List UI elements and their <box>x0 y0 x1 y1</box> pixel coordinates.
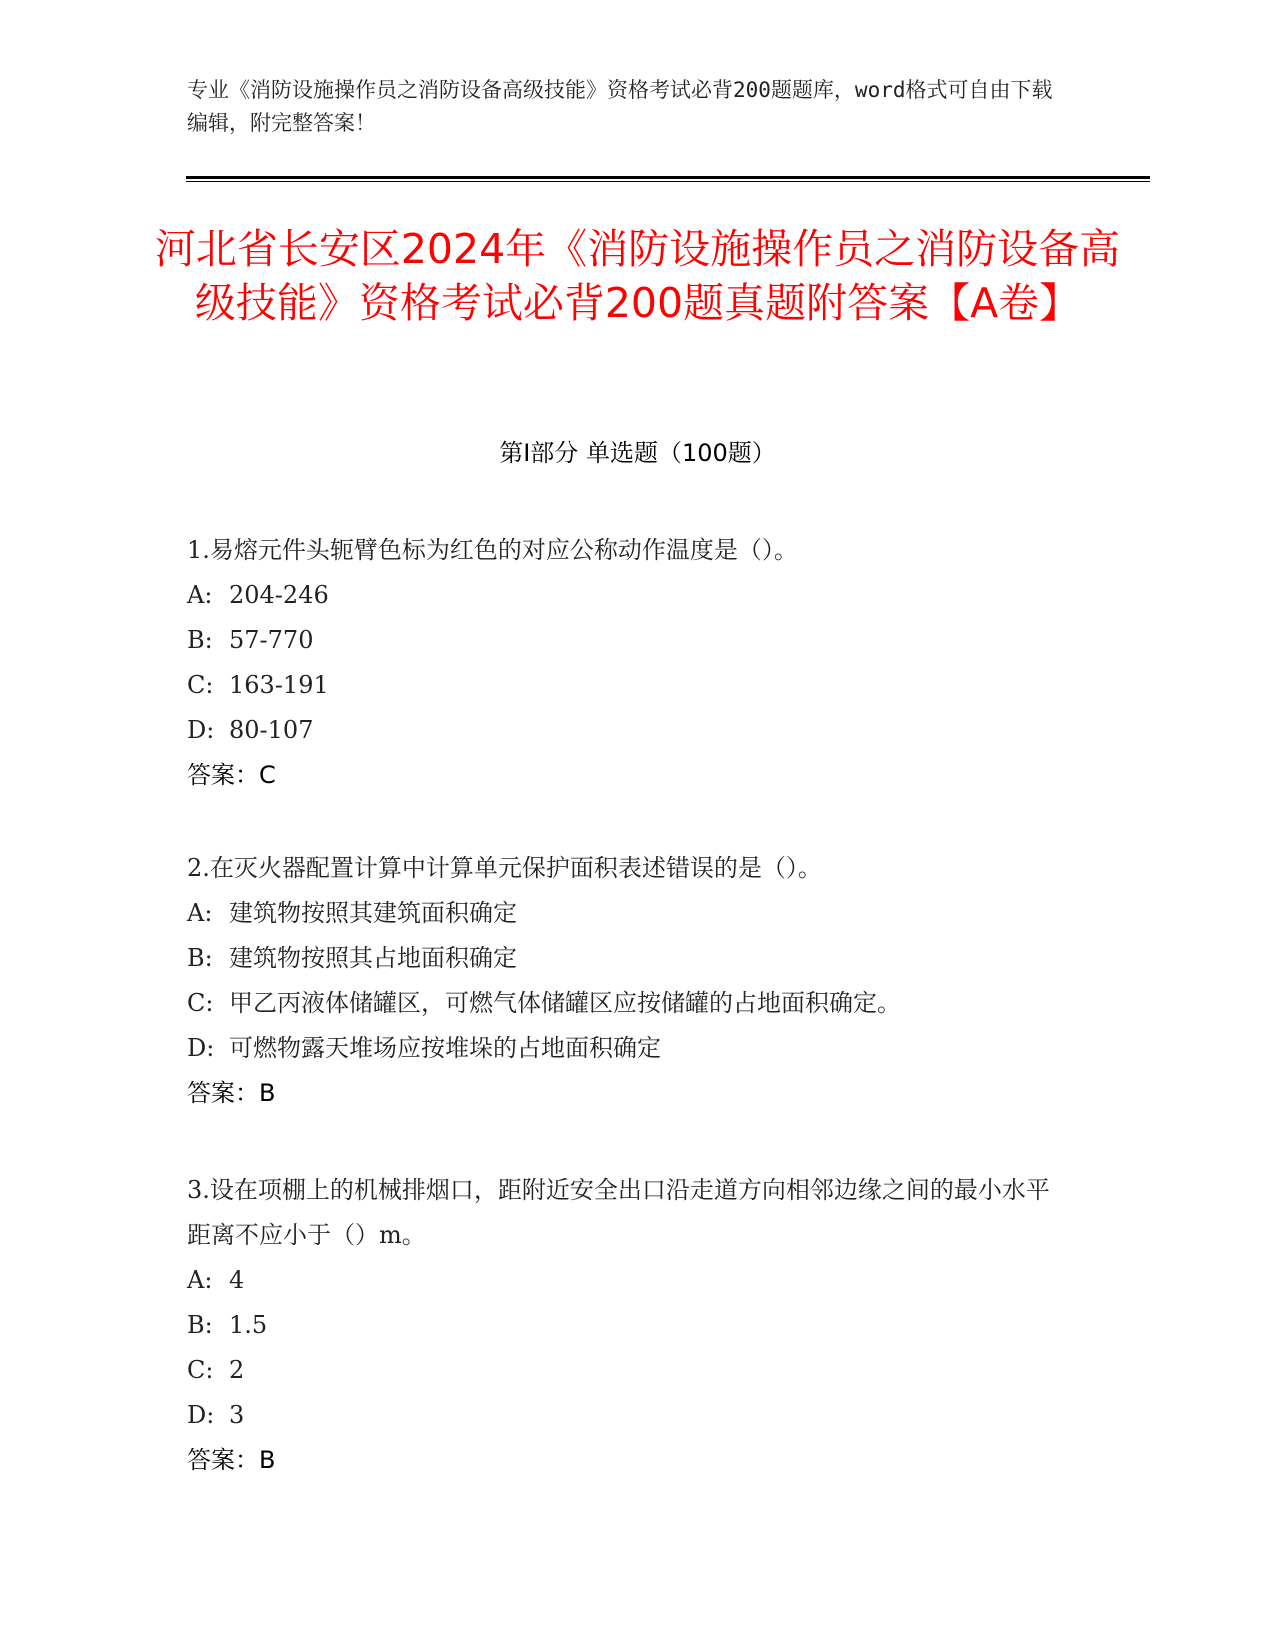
option-d <box>187 1393 1067 1438</box>
option-key: D: <box>187 1401 215 1429</box>
option-key: C: <box>187 989 214 1017</box>
option-key: A: <box>187 581 213 609</box>
option-key: C: <box>187 1356 214 1384</box>
question-3 <box>187 1168 1067 1483</box>
option-text: 1.5 <box>229 1311 268 1339</box>
answer: 答案：B <box>187 1446 276 1474</box>
question-1 <box>187 528 1067 798</box>
option-key: A: <box>187 1266 213 1294</box>
option-key: D: <box>187 1034 215 1062</box>
question-2 <box>187 846 1067 1116</box>
option-key: C: <box>187 671 214 699</box>
option-key: B: <box>187 1311 213 1339</box>
option-text: 3 <box>229 1401 245 1429</box>
option-key: A: <box>187 899 213 927</box>
option-d <box>187 708 1067 753</box>
option-text: 可燃物露天堆场应按堆垛的占地面积确定 <box>229 1034 661 1062</box>
option-b <box>187 1303 1067 1348</box>
option-text: 建筑物按照其占地面积确定 <box>229 944 517 972</box>
option-text: 57-770 <box>229 626 314 654</box>
question-text: 3.设在项棚上的机械排烟口，距附近安全出口沿走道方向相邻边缘之间的最小水平距离不应小于（）m。 <box>187 1176 1050 1249</box>
question-text: 2.在灭火器配置计算中计算单元保护面积表述错误的是（）。 <box>187 854 822 882</box>
document-title: 河北省长安区2024年《消防设施操作员之消防设备高级技能》资格考试必背200题真题附答案【A卷】 <box>154 225 1121 327</box>
option-text: 80-107 <box>229 716 314 744</box>
option-text: 163-191 <box>229 671 329 699</box>
option-text: 建筑物按照其建筑面积确定 <box>229 899 517 927</box>
answer: 答案：B <box>187 1079 276 1107</box>
answer: 答案：C <box>187 761 276 789</box>
question-text: 1.易熔元件头轭臂色标为红色的对应公称动作温度是（）。 <box>187 536 798 564</box>
option-c <box>187 663 1067 708</box>
option-text: 4 <box>229 1266 245 1294</box>
option-text: 甲乙丙液体储罐区，可燃气体储罐区应按储罐的占地面积确定。 <box>229 989 901 1017</box>
option-d <box>187 1026 1067 1071</box>
option-key: B: <box>187 944 213 972</box>
option-c <box>187 1348 1067 1393</box>
option-a <box>187 1258 1067 1303</box>
option-text: 2 <box>229 1356 245 1384</box>
header-divider-thin <box>186 181 1150 182</box>
header-divider-thick <box>186 176 1150 179</box>
section-heading: 第Ⅰ部分 单选题（100题） <box>499 439 776 467</box>
header-note: 专业《消防设施操作员之消防设备高级技能》资格考试必背200题题库，word格式可自由下载编辑，附完整答案！ <box>187 78 1053 135</box>
option-key: D: <box>187 716 215 744</box>
option-text: 204-246 <box>229 581 329 609</box>
option-a <box>187 891 1067 936</box>
option-b <box>187 618 1067 663</box>
option-c <box>187 981 1067 1026</box>
option-a <box>187 573 1067 618</box>
option-b <box>187 936 1067 981</box>
option-key: B: <box>187 626 213 654</box>
